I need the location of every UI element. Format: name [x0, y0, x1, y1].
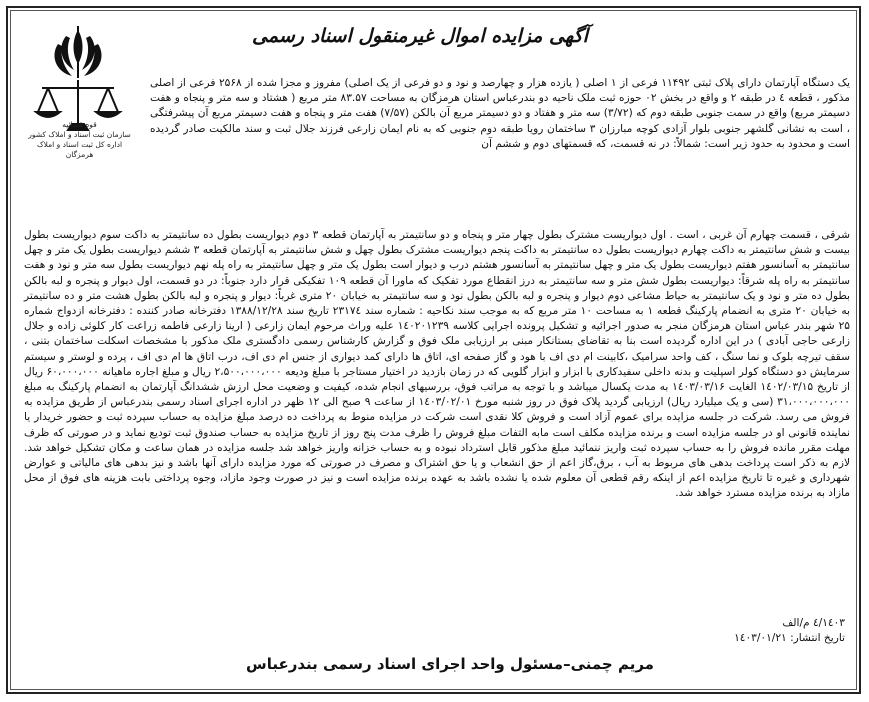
notice-title: آگهی مزایده اموال غیرمنقول اسناد رسمی — [252, 25, 588, 47]
organization-name — [22, 120, 137, 160]
notice-body-top: یک دستگاه آپارتمان دارای پلاک ثبتی ۱۱۴۹۲ فرعی از ۱ اصلی ( یازده هزار و چهارصد و نود و دو فرعی از یک اصلی) مفروز و مجزا شده از ۲۵۶۸ فرعی از اصلی مذکور ، قطعه ٤ در طبقه ۲ و واقع در بخش ۰۲ حوزه ثبت ملک ناحیه دو بندرعباس استان هرمزگان به مساحت ۸۳.۵۷ متر مربع ( هشتاد و سه متر و پنجاه و هفت دسیمتر مربع) واقع در سمت جنوبی طبقه دوم که (۳/۷۲) سه متر و هفتاد و دو دسیمتر مربع آن بالکن (۷/۵۷) هفت متر و پنجاه و هفت دسیمتر مربع آن پیشرفتگی ، است به نشانی گلشهر جنوبی بلوار آزادی کوچه مبارزان ۳ ساختمان رویا طبقه دوم جنوبی که به نام ایمان زارعی فرزند جلال ثبت و سند مالکیت صادر گردیده است و محدود به حدود زیر است: شمالاً: در نه قسمت، که قسمتهای دوم و ششم آن — [150, 77, 850, 150]
org-line: اداره کل ثبت اسناد و املاک هرمزگان — [36, 140, 123, 159]
signature: مریم چمنی–مسئول واحد اجرای اسناد رسمی بندرعباس — [246, 655, 654, 673]
publication-date: تاریخ انتشار: ۱٤۰۳/۰۱/۲۱ — [734, 632, 845, 644]
org-line: قوه قضائیه — [62, 120, 97, 129]
notice-body-bottom: شرقی ، قسمت چهارم آن غربی ، است . اول دیواریست مشترک بطول چهار متر و پنجاه و دو سانتیمتر به آپارتمان قطعه ۳ دوم دیواریست بطول ده سانتیمتر به داکت سوم دیواریست بطول بیست و شش سانتیمتر به داکت چهارم دیواریست بطول ده سانتیمتر به داکت پنجم دیواریست مشترک بطول چهل و شش سانتیمتر به آپارتمان قطعه ۳ ششم دیواریست بطول یک متر و چهل سانتیمتر به آسانسور هفتم دیواریست بطول یک متر و چهل سانتیمتر به آسانسور هشتم درب و دیوار است بطول یک متر و چهل سانتیمتر به راه پله نهم دیواریست بطول سه متر و نود و هفت سانتیمتر به راه پله شرقاً: دیواریست بطول شش متر و سه سانتیمتر به درز انقطاع مورد تفکیک که ماورا آن قطعه ۱۰۹ تفکیکی قرار دارد جنوباً: در دو قسمت، اول دیوار و پنجره و لبه بالکن بطول ده متر و نود و یک سانتیمتر به حیاط مشاعی دوم دیوار و پنجره و لبه بالکن بطول نود و سه سانتیمتر به خیابان ۲۰ متری غرباً: دیوار و پنجره و لبه بالکن بطول هشت متر و ده سانتیمتر به خیابان ۲۰ متری به انضمام پارکینگ قطعه ۱ به مساحت ۱۰ متر مربع که به موجب سند نکاحیه : شماره سند ۲۳۱۷٤ تاریخ سند ۱۳۸۸/۱۲/۲۸ دفترخانه صادر کننده : دفترخانه ازدواج شماره ۲۵ شهر بندر عباس استان هرمزگان منجر به صدور اجرائیه و تشکیل پرونده اجرایی کلاسه ۱٤۰۲۰۱۲۳۹ علیه وراث مرحوم ایمان زارعی ( ارینا زارعی فاطمه زراعت کار کلوئی زاده و جلال زارعی حاجی آبادی ) در این اداره گردیده است بنا به تقاضای بستانکار مبنی بر ارزیابی ملک فوق و گزارش کارشناس رسمی دادگستری ملک مذکور با مشخصات اسکلت ساختمان بتنی ، سقف تیرچه بلوک و نما سنگ ، کف واحد سرامیک ،کابینت ام دی اف با هود و گاز صفحه ای، اتاق ها دارای کمد دیواری از جنس ام دی اف، درب اتاق ها ام دی اف ، پرده و لوستر و سیستم سرمایش دو دستگاه کولر اسپلیت و بدنه داخلی سفیدکاری با ابزار و ابزار گلویی که در زمان بازدید در اختیار مستاجر با مبلغ ودیعه ۲،۵۰۰،۰۰۰،۰۰۰ ریال و مبلغ اجاره ماهیانه ۶۰،۰۰۰،۰۰۰ ریال از تاریخ ۱٤۰۲/۰۳/۱۵ الغایت ۱٤۰۳/۰۳/۱۶ به مدت یکسال میباشد و با توجه به مراتب فوق، بررسیهای انجام شده، کیفیت و وضعیت محل ارزش ششدانگ آپارتمان به انضمام پارکینگ به مبلغ ۳۱،۰۰۰،۰۰۰،۰۰۰ (سی و یک میلیارد ریال) ارزیابی گردید پلاک فوق در روز شنبه مورخ ۱٤۰۳/۰۲/۰۱ از ساعت ۹ صبح الی ۱۲ ظهر در اداره اجرای اسناد رسمی بندرعباس از طریق مزایده به فروش می رسد. شرکت در جلسه مزایده برای عموم آزاد است و فروش کلا نقدی است شرکت در مزایده منوط به پرداخت ده درصد مبلغ مزایده به حساب سپرده ثبت و حضور خریدار یا نماینده قانونی او در جلسه مزایده است و برنده مزایده مکلف است مابه التفات مبلغ فروش را ظرف مدت پنج روز از تاریخ مزایده به حساب صندوق ثبت تودیع نماید و در صورتی که ظرف مهلت مقرر مانده فروش را به حساب سپرده ثبت واریز ننمائید مبلغ مذکور قابل استرداد نبوده و به حساب خزانه واریز خواهد شد جلسه مزایده در همان ساعت و مکان تشکیل خواهد شد. لازم به ذکر است پرداخت بدهی های مربوط به آب ، برق،گاز اعم از حق انشعاب و یا حق اشتراک و مصرف در صورتی که مورد مزایده دارای آنها باشد و نیز بدهی های مالیاتی و عوارض شهرداری و غیره تا تاریخ مزایده اعم از اینکه رقم قطعی آن معلوم شده یا نشده باشد به عهده برنده مزایده است و نیز در صورت وجود مازاد، وجوه پرداختی بابت هزینه های فوق از محل مازاد به برنده مزایده مسترد خواهد شد. — [24, 229, 851, 500]
notice-code: ۱٤۰۳/٤ م/الف — [782, 617, 845, 629]
org-line: سازمان ثبت اسناد و املاک کشور — [28, 130, 131, 139]
